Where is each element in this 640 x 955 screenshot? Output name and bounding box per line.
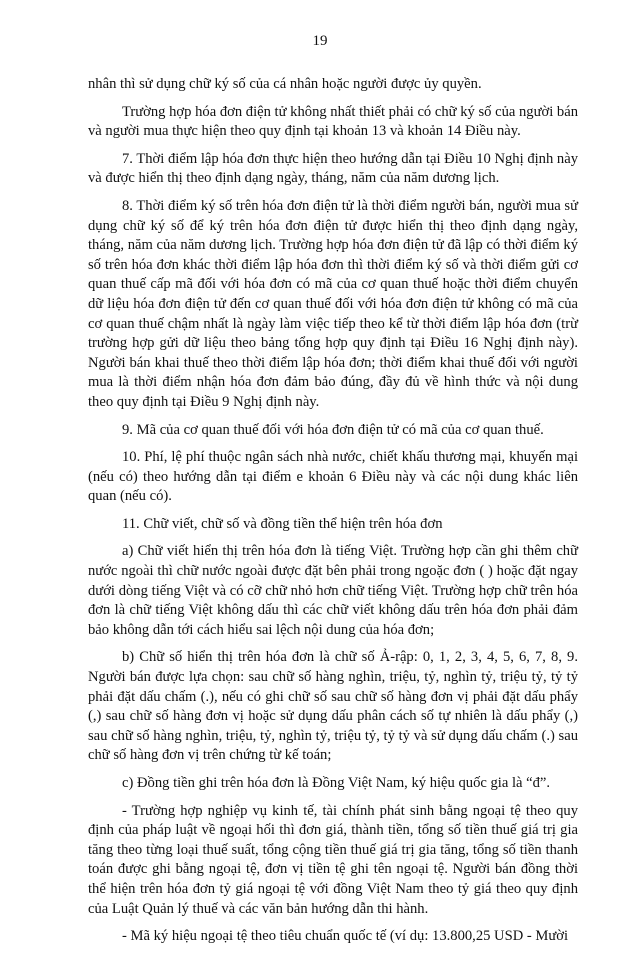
paragraph: a) Chữ viết hiển thị trên hóa đơn là tiếng Việt. Trường hợp cần ghi thêm chữ nước ngoài thì chữ nước ngoài được đặt bên phải trong ngoặc đơn ( ) hoặc đặt ngay dưới dòng tiếng Việt và có cỡ chữ nhỏ hơn chữ tiếng Việt. Trường hợp chữ trên hóa đơn là chữ tiếng Việt không dấu thì các chữ viết không dấu trên hóa đơn phải đảm bảo không dẫn tới cách hiểu sai lệch nội dung của hóa đơn; [88, 543, 578, 638]
paragraph: 8. Thời điểm ký số trên hóa đơn điện tử là thời điểm người bán, người mua sử dụng chữ ký số để ký trên hóa đơn điện tử được hiển thị theo định dạng ngày, tháng, năm của năm dương lịch. Trường hợp hóa đơn điện tử đã lập có thời điểm ký số trên hóa đơn khác thời điểm lập hóa đơn thì thời điểm ký số và thời điểm gửi cơ quan thuế cấp mã đối với hóa đơn có mã của cơ quan thuế hoặc thời điểm chuyển dữ liệu hóa đơn điện tử đến cơ quan thuế đối với hóa đơn điện tử không có mã của cơ quan thuế chậm nhất là ngày làm việc tiếp theo kể từ thời điểm lập hóa đơn (trừ trường hợp gửi dữ liệu theo bảng tổng hợp quy định tại Điều 16 Nghị định này). Người bán khai thuế theo thời điểm lập hóa đơn; thời điểm khai thuế đối với người mua là thời điểm nhận hóa đơn đảm bảo đúng, đầy đủ về hình thức và nội dung theo quy định tại Điều 9 Nghị định này. [88, 197, 578, 410]
document-body [88, 75, 578, 955]
paragraph: b) Chữ số hiển thị trên hóa đơn là chữ số Ả-rập: 0, 1, 2, 3, 4, 5, 6, 7, 8, 9. Người bán được lựa chọn: sau chữ số hàng nghìn, triệu, tỷ, nghìn tỷ, triệu tỷ, tỷ tỷ phải đặt dấu chấm (.), nếu có ghi chữ số sau chữ số hàng đơn vị phải đặt dấu phẩy (,) sau chữ số hàng đơn vị hoặc sử dụng dấu phân cách số tự nhiên là dấu phẩy (,) sau chữ số hàng nghìn, triệu, tỷ, nghìn tỷ, triệu tỷ, tỷ tỷ và sử dụng dấu chấm (.) sau chữ số hàng đơn vị trên chứng từ kế toán; [88, 649, 578, 764]
page-number: 19 [312, 33, 328, 49]
paragraph: 11. Chữ viết, chữ số và đồng tiền thể hiện trên hóa đơn [122, 515, 443, 532]
paragraph: nhân thì sử dụng chữ ký số của cá nhân hoặc người được ủy quyền. [88, 76, 482, 92]
paragraph: c) Đồng tiền ghi trên hóa đơn là Đồng Việt Nam, ký hiệu quốc gia là “đ”. [122, 775, 551, 791]
paragraph: 7. Thời điểm lập hóa đơn thực hiện theo hướng dẫn tại Điều 10 Nghị định này và được hiển thị theo định dạng ngày, tháng, năm của năm dương lịch. [88, 150, 578, 187]
paragraph: - Mã ký hiệu ngoại tệ theo tiêu chuẩn quốc tế (ví dụ: 13.800,25 USD - Mười [122, 928, 569, 945]
paragraph: - Trường hợp nghiệp vụ kinh tế, tài chính phát sinh bằng ngoại tệ theo quy định của pháp luật về ngoại hối thì đơn giá, thành tiền, tổng số tiền thuế giá trị gia tăng theo từng loại thuế suất, tổng cộng tiền thuế giá trị gia tăng, tổng số tiền thanh toán được ghi bằng ngoại tệ, đơn vị tiền tệ ghi tên ngoại tệ. Người bán đồng thời thể hiện trên hóa đơn tỷ giá ngoại tệ với đồng Việt Nam theo tỷ giá theo quy định của Luật Quản lý thuế và các văn bản hướng dẫn thi hành. [88, 802, 578, 917]
paragraph: 10. Phí, lệ phí thuộc ngân sách nhà nước, chiết khấu thương mại, khuyến mại (nếu có) theo hướng dẫn tại điểm e khoản 6 Điều này và các nội dung khác liên quan (nếu có). [88, 449, 578, 505]
paragraph: 9. Mã của cơ quan thuế đối với hóa đơn điện tử có mã của cơ quan thuế. [122, 421, 544, 438]
paragraph: Trường hợp hóa đơn điện tử không nhất thiết phải có chữ ký số của người bán và người mua thực hiện theo quy định tại khoản 13 và khoản 14 Điều này. [88, 103, 578, 140]
